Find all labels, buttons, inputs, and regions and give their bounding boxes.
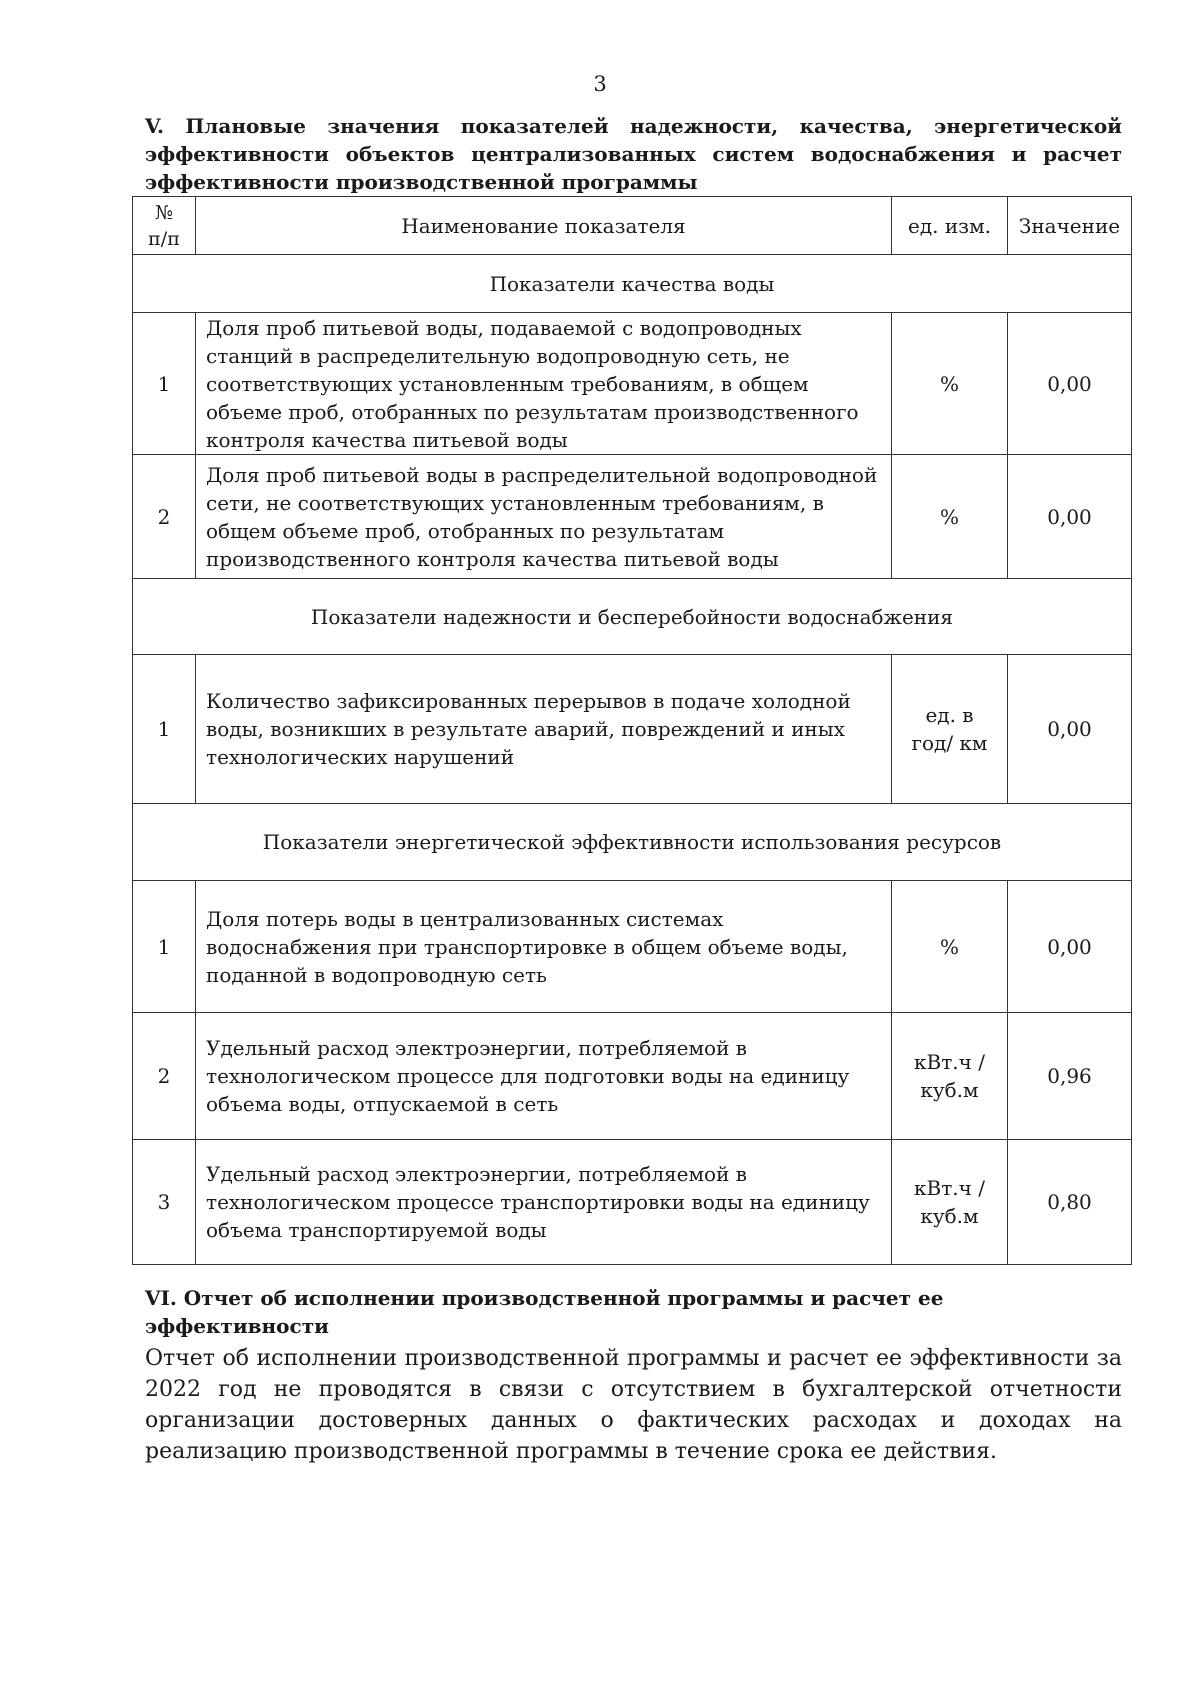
page-number: 3 [593, 72, 607, 96]
group-title: Показатели надежности и бесперебойности водоснабжения [133, 579, 1132, 655]
group-title: Показатели качества воды [133, 255, 1132, 313]
table-row [133, 455, 1132, 579]
indicators-table [132, 196, 1132, 1265]
table-row [133, 313, 1132, 455]
table-header-row [133, 197, 1132, 255]
row-num: 1 [133, 655, 196, 804]
table-row [133, 1013, 1132, 1140]
row-value: 0,96 [1008, 1013, 1132, 1140]
table-row [133, 881, 1132, 1013]
group-row-reliability [133, 579, 1132, 655]
row-unit: ед. в год/ км [892, 655, 1008, 804]
group-row-energy-efficiency [133, 804, 1132, 881]
header-unit: ед. изм. [892, 197, 1008, 255]
row-unit: % [892, 881, 1008, 1013]
header-num-line1: № [155, 201, 173, 224]
section-v-title: V. Плановые значения показателей надежности, качества, энергетической эффективности объектов централизованных систем водоснабжения и расчет эффективности производственной программы [145, 114, 1122, 194]
row-num: 3 [133, 1140, 196, 1265]
row-num: 1 [133, 881, 196, 1013]
header-num [133, 197, 196, 255]
row-num: 2 [133, 1013, 196, 1140]
group-title: Показатели энергетической эффективности использования ресурсов [133, 804, 1132, 881]
table-row [133, 655, 1132, 804]
row-value: 0,00 [1008, 313, 1132, 455]
section-vi-title: VI. Отчет об исполнении производственной программы и расчет ее эффективности [145, 1286, 944, 1338]
row-name: Удельный расход электроэнергии, потребляемой в технологическом процессе для подготовки воды на единицу объема воды, отпускаемой в сеть [196, 1013, 892, 1140]
report-paragraph: Отчет об исполнении производственной программы и расчет ее эффективности за 2022 год не проводятся в связи с отсутствием в бухгалтерской отчетности организации достоверных данных о фактических расходах и доходах на реализацию производственной программы в течение срока ее действия. [145, 1346, 1122, 1464]
header-name: Наименование показателя [196, 197, 892, 255]
header-value: Значение [1008, 197, 1132, 255]
row-name: Доля проб питьевой воды, подаваемой с водопроводных станций в распределительную водопроводную сеть, не соответствующих установленным требованиям, в общем объеме проб, отобранных по результатам производственного контроля качества питьевой воды [196, 313, 892, 455]
row-value: 0,00 [1008, 455, 1132, 579]
row-name: Доля потерь воды в централизованных системах водоснабжения при транспортировке в общем объеме воды, поданной в водопроводную сеть [196, 881, 892, 1013]
row-name: Удельный расход электроэнергии, потребляемой в технологическом процессе транспортировки воды на единицу объема транспортируемой воды [196, 1140, 892, 1265]
row-name: Количество зафиксированных перерывов в подаче холодной воды, возникших в результате аварий, повреждений и иных технологических нарушений [196, 655, 892, 804]
row-unit: кВт.ч / куб.м [892, 1140, 1008, 1265]
row-value: 0,80 [1008, 1140, 1132, 1265]
row-value: 0,00 [1008, 881, 1132, 1013]
row-unit: % [892, 455, 1008, 579]
table-row [133, 1140, 1132, 1265]
row-unit: % [892, 313, 1008, 455]
row-num: 2 [133, 455, 196, 579]
group-row-water-quality [133, 255, 1132, 313]
row-unit: кВт.ч / куб.м [892, 1013, 1008, 1140]
row-num: 1 [133, 313, 196, 455]
row-value: 0,00 [1008, 655, 1132, 804]
header-num-line2: п/п [148, 227, 180, 250]
row-name: Доля проб питьевой воды в распределительной водопроводной сети, не соответствующих установленным требованиям, в общем объеме проб, отобранных по результатам производственного контроля качества питьевой воды [196, 455, 892, 579]
